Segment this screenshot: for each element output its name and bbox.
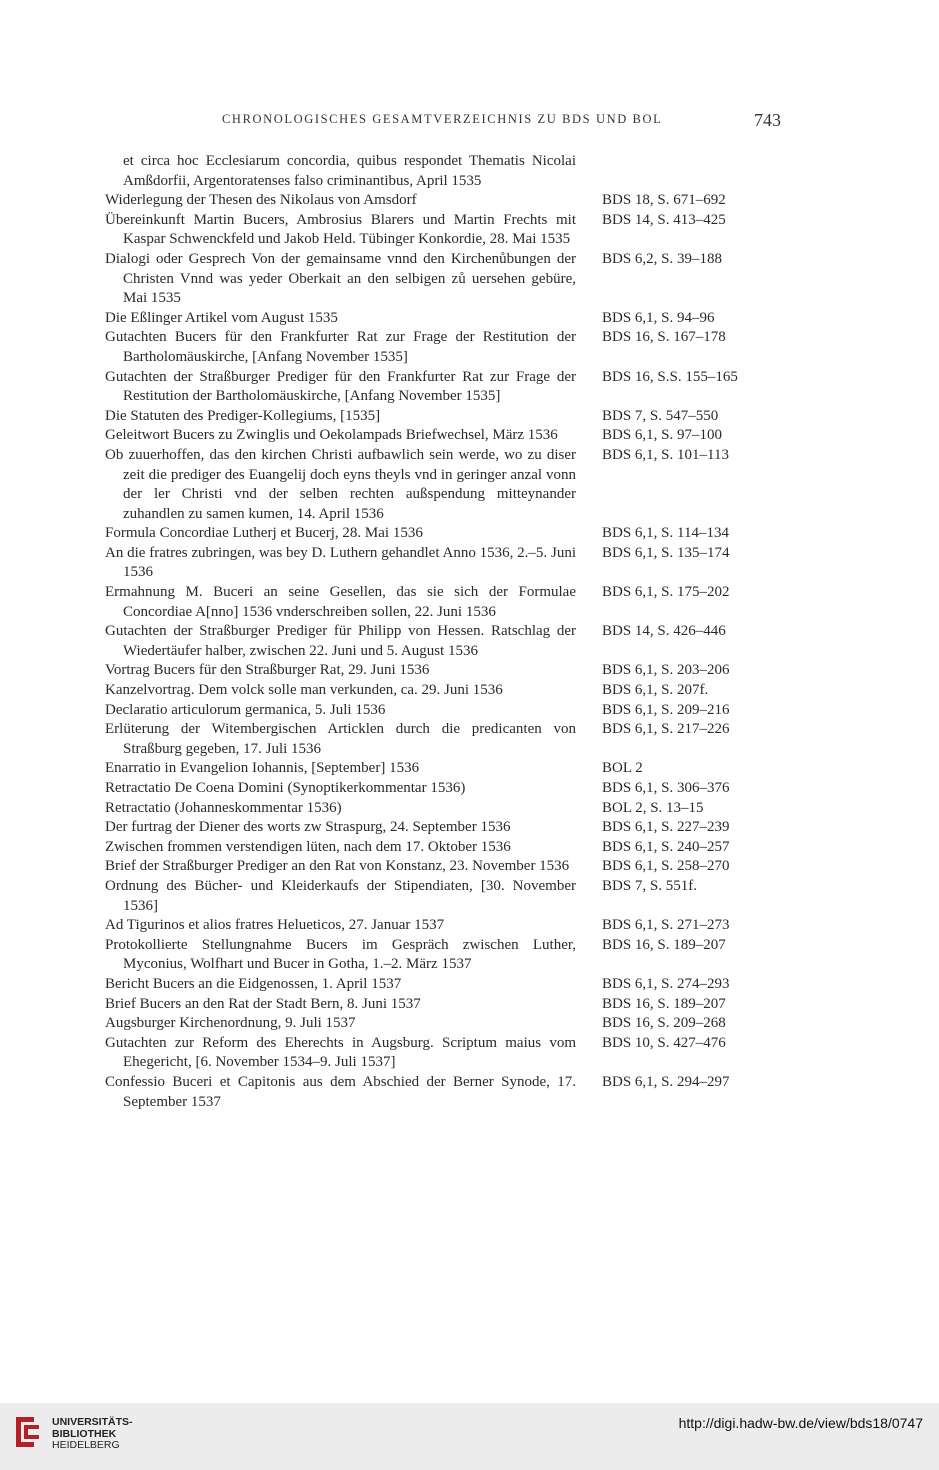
- entry-row: [105, 681, 765, 701]
- entry-row: [105, 524, 765, 544]
- entry-title: Augsburger Kirchenordnung, 9. Juli 1537: [105, 1015, 356, 1032]
- entry-row: [105, 152, 765, 191]
- entry-row: [105, 818, 765, 838]
- running-head: CHRONOLOGISCHES GESAMTVERZEICHNIS ZU BDS UND BOL: [222, 112, 663, 126]
- entry-reference: BDS 6,1, S. 274–293: [602, 975, 730, 992]
- entry-title: Ob zuuerhoffen, das den kirchen Christi aufbawlich sein werde, wo zu diser zeit die prediger des Euangelij doch eyns theyls vnd in geringer anzal vonn der ler Christi vnd der selben rechten außspendung mitteynander zuhandlen zu samen kumen, 14. April 1536: [105, 446, 576, 522]
- entry-reference: BDS 6,1, S. 271–273: [602, 917, 730, 934]
- entry-reference: BDS 6,1, S. 101–113: [602, 446, 729, 463]
- entry-row: [105, 779, 765, 799]
- entry-title: et circa hoc Ecclesiarum concordia, quibus respondet Thematis Nicolai Amßdorfii, Argentoratenses falso criminantibus, April 1535: [123, 153, 576, 189]
- entry-reference: BDS 16, S. 189–207: [602, 936, 726, 953]
- entry-reference: [602, 152, 762, 191]
- entry-title: Vortrag Bucers für den Straßburger Rat, 29. Juni 1536: [105, 662, 430, 679]
- entry-row: [105, 936, 765, 975]
- entry-row: [105, 799, 765, 819]
- entry-list: [105, 152, 765, 1112]
- entry-title: Gutachten der Straßburger Prediger für den Frankfurter Rat zur Frage der Restitution der Bartholomäuskirche, [Anfang November 1535]: [105, 368, 576, 405]
- entry-row: [105, 407, 765, 427]
- entry-reference: BDS 6,1, S. 207f.: [602, 682, 709, 699]
- entry-title: Declaratio articulorum germanica, 5. Juli 1536: [105, 701, 386, 718]
- entry-row: [105, 857, 765, 877]
- entry-title: Gutachten Bucers für den Frankfurter Rat zur Frage der Restitution der Bartholomäuskirche, [Anfang November 1535]: [105, 329, 576, 365]
- entry-reference: BDS 14, S. 413–425: [602, 211, 726, 228]
- footer-bar: [0, 1403, 939, 1470]
- entry-title: Ermahnung M. Buceri an seine Gesellen, das sie sich der Formulae Concordiae A[nno] 1536 vnderschreiben sollen, 22. Juni 1536: [105, 584, 576, 620]
- entry-title: Übereinkunft Martin Bucers, Ambrosius Blarers und Martin Frechts mit Kaspar Schwenckfeld und Jakob Held. Tübinger Konkordie, 28. Mai 1535: [105, 211, 576, 248]
- entry-row: [105, 544, 765, 583]
- entry-title: Brief Bucers an den Rat der Stadt Bern, 8. Juni 1537: [105, 995, 421, 1012]
- entry-title: Protokollierte Stellungnahme Bucers im Gespräch zwischen Luther, Myconius, Wolfhart und Bucer in Gotha, 1.–2. März 1537: [105, 936, 576, 973]
- entry-reference: BDS 6,1, S. 306–376: [602, 780, 730, 796]
- entry-title: Dialogi oder Gesprech Von der gemainsame vnnd den Kirchenůbungen der Christen Vnnd was yeder Oberkait an den selbigen zů uersehen gebüre, Mai 1535: [105, 250, 576, 307]
- page-number: 743: [754, 110, 781, 130]
- entry-title: Gutachten der Straßburger Prediger für Philipp von Hessen. Ratschlag der Wiedertäufer halber, zwischen 22. Juni und 5. August 1536: [105, 623, 576, 659]
- entry-title: Formula Concordiae Lutherj et Bucerj, 28. Mai 1536: [105, 525, 423, 542]
- entry-row: [105, 446, 765, 524]
- entry-reference: BDS 6,2, S. 39–188: [602, 250, 723, 267]
- entry-reference: BDS 18, S. 671–692: [602, 192, 726, 209]
- entry-reference: BDS 10, S. 427–476: [602, 1034, 726, 1051]
- logo-line-3: HEIDELBERG: [52, 1439, 120, 1451]
- entry-reference: BDS 6,1, S. 240–257: [602, 838, 730, 855]
- entry-title: Erlüterung der Witembergischen Articklen durch die predicanten von Straßburg gegeben, 17. Juli 1536: [105, 721, 576, 757]
- entry-title: Der furtrag der Diener des worts zw Straspurg, 24. September 1536: [105, 819, 511, 836]
- entry-row: [105, 661, 765, 681]
- entry-reference: BDS 6,1, S. 135–174: [602, 544, 730, 561]
- entry-title: Bericht Bucers an die Eidgenossen, 1. April 1537: [105, 975, 402, 992]
- entry-title: Kanzelvortrag. Dem volck solle man verkunden, ca. 29. Juni 1536: [105, 682, 503, 699]
- entry-title: Zwischen frommen verstendigen lüten, nach dem 17. Oktober 1536: [105, 838, 511, 855]
- entry-row: [105, 701, 765, 721]
- entry-row: [105, 759, 765, 779]
- entry-reference: BDS 6,1, S. 258–270: [602, 858, 730, 875]
- entry-row: [105, 328, 765, 367]
- entry-row: [105, 211, 765, 250]
- entry-reference: BOL 2, S. 13–15: [602, 799, 704, 816]
- entry-reference: BDS 6,1, S. 294–297: [602, 1073, 730, 1090]
- entry-title: Gutachten zur Reform des Eherechts in Augsburg. Scriptum maius vom Ehegericht, [6. November 1534–9. Juli 1537]: [105, 1034, 576, 1071]
- entry-row: [105, 916, 765, 936]
- logo-line-1: UNIVERSITÄTS-: [52, 1416, 133, 1428]
- entry-reference: BDS 6,1, S. 175–202: [602, 584, 730, 601]
- entry-row: [105, 838, 765, 858]
- entry-row: [105, 995, 765, 1015]
- university-library-logo-icon: [12, 1415, 42, 1449]
- entry-title: Brief der Straßburger Prediger an den Rat von Konstanz, 23. November 1536: [105, 858, 570, 875]
- entry-row: [105, 622, 765, 661]
- entry-row: [105, 583, 765, 622]
- entry-reference: BDS 6,1, S. 209–216: [602, 701, 730, 718]
- library-logo-text: [52, 1417, 133, 1452]
- entry-reference: BDS 6,1, S. 227–239: [602, 819, 730, 836]
- entry-title: Retractatio De Coena Domini (Synoptikerkommentar 1536): [105, 780, 466, 796]
- entry-title: Enarratio in Evangelion Iohannis, [September] 1536: [105, 760, 420, 777]
- entry-reference: BDS 6,1, S. 217–226: [602, 721, 730, 738]
- entry-reference: BOL 2: [602, 760, 643, 777]
- entry-reference: BDS 16, S. 167–178: [602, 329, 726, 346]
- entry-reference: BDS 16, S. 189–207: [602, 995, 726, 1012]
- entry-title: Geleitwort Bucers zu Zwinglis und Oekolampads Briefwechsel, März 1536: [105, 427, 558, 444]
- entry-reference: BDS 6,1, S. 97–100: [602, 427, 723, 444]
- entry-title: Die Statuten des Prediger-Kollegiums, [1535]: [105, 407, 381, 424]
- entry-row: [105, 426, 765, 446]
- entry-title: Widerlegung der Thesen des Nikolaus von Amsdorf: [105, 192, 417, 209]
- entry-title: Ordnung des Bücher- und Kleiderkaufs der Stipendiaten, [30. November 1536]: [105, 877, 576, 914]
- entry-row: [105, 191, 765, 211]
- entry-row: [105, 1034, 765, 1073]
- entry-title: An die fratres zubringen, was bey D. Luthern gehandlet Anno 1536, 2.–5. Juni 1536: [105, 544, 576, 581]
- entry-row: [105, 309, 765, 329]
- entry-reference: BDS 6,1, S. 114–134: [602, 525, 729, 542]
- entry-title: Confessio Buceri et Capitonis aus dem Abschied der Berner Synode, 17. September 1537: [105, 1073, 576, 1110]
- entry-row: [105, 877, 765, 916]
- entry-row: [105, 975, 765, 995]
- entry-row: [105, 1073, 765, 1112]
- entry-reference: BDS 16, S. 209–268: [602, 1015, 726, 1032]
- entry-title: Retractatio (Johanneskommentar 1536): [105, 799, 342, 816]
- entry-title: Ad Tigurinos et alios fratres Helueticos, 27. Januar 1537: [105, 917, 445, 934]
- entry-reference: BDS 14, S. 426–446: [602, 623, 726, 640]
- entry-reference: BDS 7, S. 547–550: [602, 407, 719, 424]
- entry-row: [105, 720, 765, 759]
- entry-row: [105, 1014, 765, 1034]
- entry-reference: BDS 6,1, S. 203–206: [602, 662, 730, 679]
- entry-row: [105, 250, 765, 309]
- entry-reference: BDS 6,1, S. 94–96: [602, 309, 715, 326]
- logo-line-2: BIBLIOTHEK: [52, 1427, 117, 1440]
- source-url-link[interactable]: http://digi.hadw-bw.de/view/bds18/0747: [678, 1415, 923, 1431]
- entry-row: [105, 368, 765, 407]
- entry-reference: BDS 7, S. 551f.: [602, 877, 698, 894]
- entry-reference: BDS 16, S.S. 155–165: [602, 368, 738, 385]
- entry-title: Die Eßlinger Artikel vom August 1535: [105, 309, 338, 326]
